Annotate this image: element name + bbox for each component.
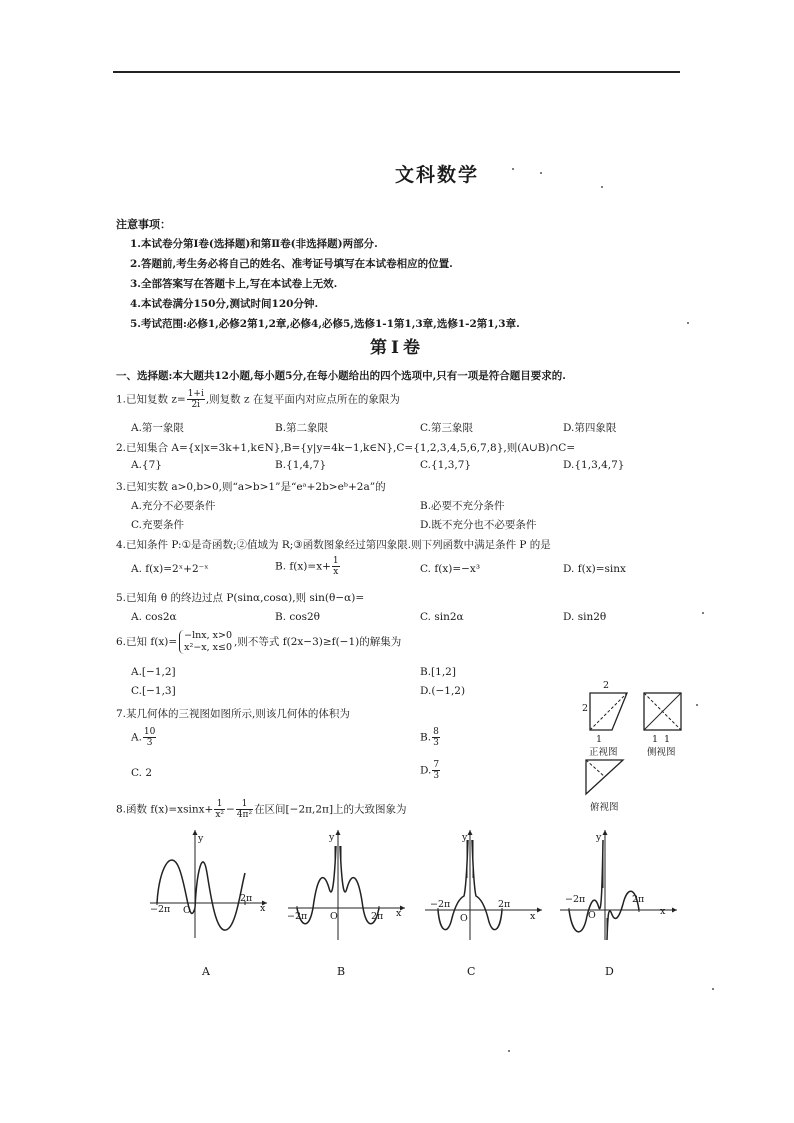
- option-d: D.{1,3,4,7}: [563, 459, 625, 471]
- graph-label: B: [337, 965, 346, 978]
- fraction: $\frac{1}{\text{x²}}$: [215, 799, 224, 820]
- option-b: B. f(x)=x+ $\frac{1}{x}$: [275, 556, 339, 577]
- y-axis-label: y: [596, 832, 602, 843]
- notice-item: 1.本试卷分第Ⅰ卷(选择题)和第Ⅱ卷(非选择题)两部分.: [130, 238, 378, 250]
- tick-label: −2π: [287, 911, 308, 922]
- option-b: B. cos2θ: [275, 611, 320, 623]
- dimension-label: 1: [652, 734, 659, 745]
- fraction: $\frac{7}{3}$: [433, 760, 440, 781]
- graph-label: A: [202, 965, 210, 978]
- option-c: C.{1,3,7}: [420, 459, 472, 471]
- option-a: A. cos2α: [131, 611, 177, 623]
- scan-speck: [687, 322, 689, 324]
- front-view: [590, 693, 627, 730]
- option-a: A. f(x)=2ˣ+2⁻ˣ: [131, 563, 209, 575]
- notice-heading: 注意事项：: [116, 218, 171, 231]
- option-d: D. sin2θ: [563, 611, 607, 623]
- fraction: $\frac{1+i}{2i}$: [187, 389, 204, 410]
- question-text: 1.已知复数 z=: [116, 393, 186, 406]
- dimension-label: 1: [596, 734, 603, 745]
- scan-speck: [696, 704, 698, 706]
- option-c: C.[−1,3]: [131, 685, 176, 697]
- option-a: A.{7}: [131, 459, 162, 471]
- graph-a: [145, 828, 270, 943]
- piecewise-brace: −lnx, x>0 x²−x, x≤0: [179, 630, 232, 654]
- page-title: 文科数学: [394, 164, 479, 186]
- scan-speck: [540, 172, 542, 174]
- question-5: 5.已知角 θ 的终边过点 P(sinα,cosα),则 sin(θ−α)=: [116, 592, 365, 604]
- x-axis-label: x: [396, 908, 402, 919]
- option-b: B. $\frac{8}{3}$: [420, 727, 439, 748]
- option-c: C. sin2α: [420, 611, 464, 623]
- question-7: 7.某几何体的三视图如图所示,则该几何体的体积为: [116, 708, 350, 720]
- notice-item: 5.考试范围:必修1,必修2第1,2章,必修4,必修5,选修1-1第1,3章,选修1-2第1,3章.: [130, 318, 520, 330]
- option-d: D.(−1,2): [420, 685, 466, 697]
- question-8: 8.函数 f(x)=xsinx+ $\frac{1}{\text{x²}}$ − $\frac{1}{\text{4π²}}$ 在区间[−2π,2π]上的大致图象为: [116, 799, 407, 820]
- scan-speck: [712, 988, 714, 990]
- front-view-label: 正视图: [589, 747, 618, 758]
- tick-label: −2π: [565, 894, 586, 905]
- question-text: ,则复数 z 在复平面内对应点所在的象限为: [205, 393, 400, 406]
- tick-label: −2π: [150, 904, 171, 915]
- option-b: B.{1,4,7}: [275, 459, 327, 471]
- y-axis-label: y: [329, 832, 335, 843]
- fraction: $\frac{1}{x}$: [332, 556, 339, 577]
- tick-label: −2π: [430, 899, 451, 910]
- top-view: [586, 760, 623, 794]
- tick-label: 2π: [371, 911, 384, 922]
- scan-speck: [512, 168, 514, 170]
- graph-c: [420, 828, 545, 943]
- y-axis-label: y: [462, 832, 468, 843]
- dimension-label: 2: [582, 703, 589, 714]
- option-c: C. f(x)=−x³: [420, 563, 481, 575]
- option-a: A.充分不必要条件: [131, 500, 216, 512]
- scan-speck: [508, 1050, 510, 1052]
- graph-label: D: [605, 965, 614, 978]
- question-4: 4.已知条件 P:①是奇函数;②值域为 R;③函数图象经过第四象限.则下列函数中满足条件 P 的是: [116, 539, 551, 551]
- x-axis-label: x: [660, 906, 666, 917]
- fraction: $\frac{10}{3}$: [143, 727, 156, 748]
- graph-label: C: [467, 965, 476, 978]
- top-view-label: 俯视图: [590, 802, 619, 813]
- option-c: C. 2: [131, 767, 153, 779]
- graph-b: [283, 828, 408, 943]
- question-1: [116, 389, 400, 410]
- notice-item: 3.全部答案写在答题卡上,写在本试卷上无效.: [130, 278, 338, 290]
- origin-label: O: [588, 910, 596, 921]
- scan-speck: [702, 612, 704, 614]
- option-b: B.第二象限: [275, 422, 329, 434]
- origin-label: O: [460, 913, 468, 924]
- section-heading: 一、选择题:本大题共12小题,每小题5分,在每小题给出的四个选项中,只有一项是符合题目要求的.: [116, 370, 566, 382]
- x-axis-label: x: [530, 911, 536, 922]
- option-d: D.既不充分也不必要条件: [420, 519, 537, 531]
- question-2: 2.已知集合 A={x|x=3k+1,k∈N},B={y|y=4k−1,k∈N},C={1,2,3,4,5,6,7,8},则(A∪B)∩C=: [116, 442, 576, 454]
- x-axis-label: x: [260, 903, 266, 914]
- option-b: B.必要不充分条件: [420, 500, 505, 512]
- option-d: D.第四象限: [563, 422, 617, 434]
- origin-label: O: [330, 911, 338, 922]
- option-a: A. $\frac{10}{3}$: [131, 727, 156, 748]
- option-a: A.[−1,2]: [131, 666, 176, 678]
- side-view: [644, 693, 681, 730]
- y-axis-label: y: [198, 833, 204, 844]
- graph-d: [555, 828, 680, 943]
- fraction: $\frac{1}{\text{4π²}}$: [236, 799, 253, 820]
- option-d: D. $\frac{7}{3}$: [420, 760, 440, 781]
- option-b: B.[1,2]: [420, 666, 456, 678]
- notice-item: 4.本试卷满分150分,测试时间120分钟.: [130, 298, 319, 310]
- tick-label: 2π: [240, 893, 253, 904]
- origin-label: O: [183, 905, 191, 916]
- option-c: C.充要条件: [131, 519, 184, 531]
- option-c: C.第三象限: [420, 422, 473, 434]
- dimension-label: 1: [664, 734, 671, 745]
- fraction: $\frac{8}{3}$: [433, 727, 439, 748]
- tick-label: 2π: [632, 894, 645, 905]
- option-a: A.第一象限: [131, 422, 184, 434]
- notice-item: 2.答题前,考生务必将自己的姓名、准考证号填写在本试卷相应的位置.: [130, 258, 453, 270]
- side-view-label: 侧视图: [647, 747, 676, 758]
- option-d: D. f(x)=sinx: [563, 563, 626, 575]
- header-rule: [113, 71, 680, 73]
- question-6: 6.已知 f(x)= −lnx, x>0 x²−x, x≤0 ,则不等式 f(2x−3)≥f(−1)的解集为: [116, 630, 402, 653]
- dimension-label: 2: [603, 680, 610, 691]
- question-3: 3.已知实数 a>0,b>0,则“a>b>1”是“eᵃ+2b>eᵇ+2a”的: [116, 481, 386, 493]
- scan-speck: [601, 186, 603, 188]
- tick-label: 2π: [498, 899, 511, 910]
- part-title: 第Ⅰ卷: [370, 338, 424, 358]
